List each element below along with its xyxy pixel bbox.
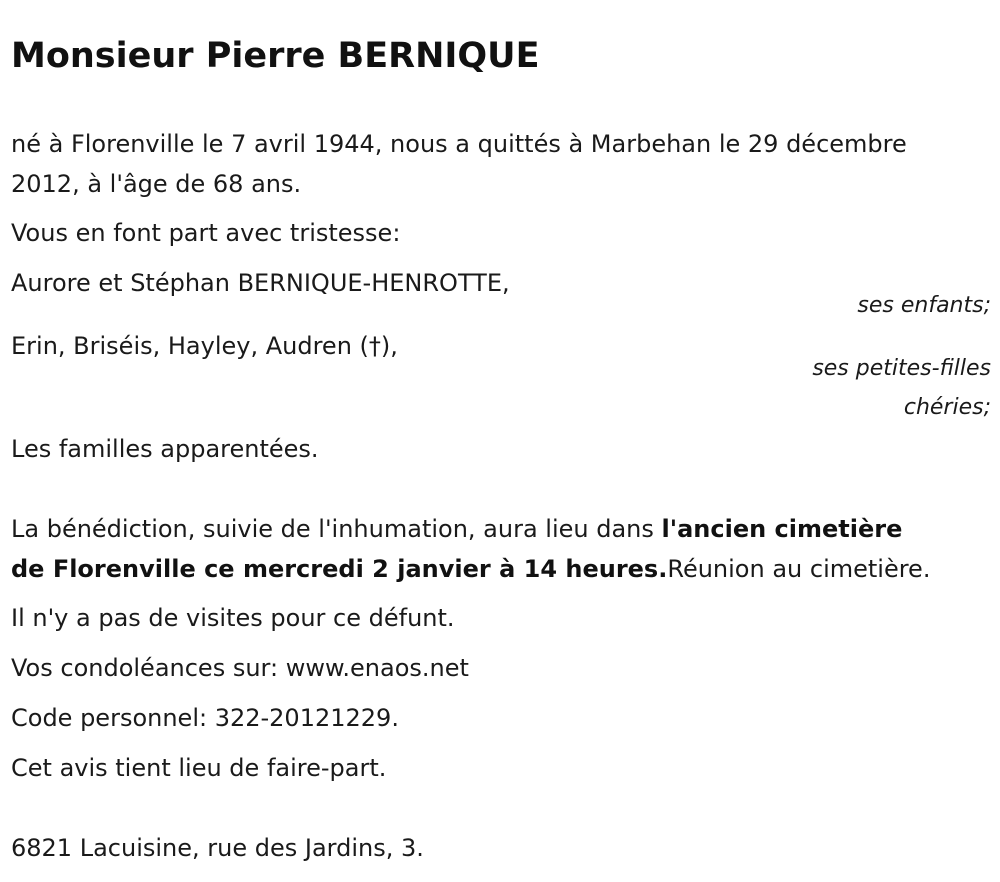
condolences-info: Vos condoléances sur: www.enaos.net	[11, 654, 469, 682]
birth-line-2: 2012, à l'âge de 68 ans.	[11, 170, 302, 198]
ceremony-date: de Florenville ce mercredi 2 janvier à 14 heures.	[11, 555, 668, 583]
address: 6821 Lacuisine, rue des Jardins, 3.	[11, 834, 424, 862]
family-children-names: Aurore et Stéphan BERNIQUE-HENROTTE,	[11, 269, 510, 297]
announcement: Vous en font part avec tristesse:	[11, 219, 401, 247]
page-title: Monsieur Pierre BERNIQUE	[11, 36, 540, 76]
birth-line-1: né à Florenville le 7 avril 1944, nous a quittés à Marbehan le 29 décembre	[11, 130, 907, 158]
ceremony-line-1	[11, 509, 902, 549]
family-grandchildren-role-1: ses petites-filles	[812, 356, 991, 381]
personal-code: Code personnel: 322-20121229.	[11, 704, 399, 732]
family-grandchildren-names: Erin, Briséis, Hayley, Audren (†),	[11, 332, 398, 360]
faire-part-note: Cet avis tient lieu de faire-part.	[11, 754, 387, 782]
ceremony-place: l'ancien cimetière	[661, 515, 903, 543]
ceremony-line-2	[11, 549, 930, 589]
family-grandchildren-role-2: chéries;	[903, 395, 991, 420]
relatives: Les familles apparentées.	[11, 435, 319, 463]
ceremony-text-2: Réunion au cimetière.	[667, 555, 931, 583]
visits-info: Il n'y a pas de visites pour ce défunt.	[11, 604, 455, 632]
ceremony-text-1: La bénédiction, suivie de l'inhumation, aura lieu dans	[11, 515, 662, 543]
family-children-role: ses enfants;	[857, 293, 991, 318]
